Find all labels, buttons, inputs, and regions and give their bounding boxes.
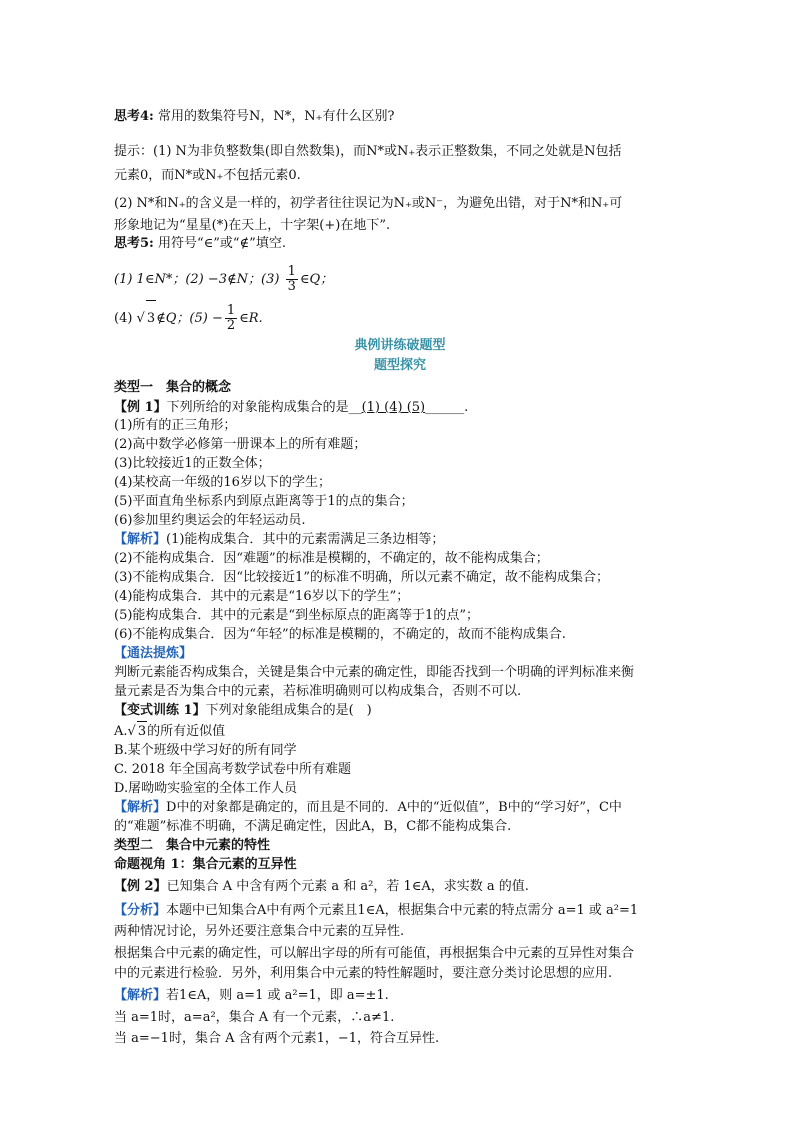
- example2-text: 已知集合 A 中含有两个元素 a 和 a²，若 1∈A，求实数 a 的值.: [166, 879, 529, 894]
- variant1-text: 下列对象能组成集合的是( ): [205, 703, 372, 718]
- fill-answer-2-pre: (4): [114, 311, 133, 326]
- fill-answer-1-text: (1) 1∈N*；(2) −3∉N；(3): [114, 272, 280, 287]
- example2-tag: 【例 2】: [114, 879, 167, 894]
- hint-line-2: 元素0，而N*或N₊不包括元素0.: [114, 168, 301, 183]
- option-a-text: 的所有近似值: [147, 724, 226, 739]
- fill-answers-2: (4) √ 3∉Q；(5) − $\frac{1}{2}$ ∈R.: [114, 300, 686, 336]
- example1-tag: 【例 1】: [114, 400, 167, 415]
- example1-item: (6)参加里约奥运会的年轻运动员.: [114, 513, 306, 528]
- example1-item: (3)比较接近1的正数全体；: [114, 456, 271, 471]
- variant-analysis-line-2: 的“难题”标准不明确，不满足确定性，因此A，B，C都不能构成集合.: [114, 819, 512, 834]
- section-subtitle: 题型探究: [373, 358, 426, 373]
- analysis-item: (1)能构成集合．其中的元素需满足三条边相等；: [166, 532, 445, 547]
- method-line-2: 量元素是否为集合中的元素，若标准明确则可以构成集合，否则不可以.: [114, 684, 522, 699]
- fenxi-line-2: 两种情况讨论，另外还要注意集合中元素的互异性.: [114, 924, 405, 939]
- analysis-item: (5)能构成集合．其中的元素是“到坐标原点的距离等于1的点”；: [114, 608, 479, 623]
- fenxi-tag: 【分析】: [114, 903, 167, 918]
- option-a: A.√ 3的所有近似值: [114, 721, 686, 741]
- example1-text: 下列所给的对象能构成集合的是: [166, 400, 349, 415]
- hint-line-3: (2) N*和N₊的含义是一样的，初学者往往误记为N₊或N⁻，为避免出错，对于N*和N₊可: [114, 196, 623, 211]
- section-title: 典例讲练破题型: [354, 338, 446, 353]
- analysis1-line: [114, 530, 686, 549]
- type2-heading: 类型二 集合中元素的特性: [114, 838, 271, 853]
- think5-question: 用符号“∈”或“∉”填空.: [158, 236, 286, 251]
- option-a-label: A.: [114, 724, 128, 739]
- fraction-numerator: 1: [226, 303, 236, 318]
- fraction-one-half: [225, 304, 237, 333]
- think4-line: [114, 107, 686, 126]
- hint-line-4: 形象地记为“星星(*)在天上，十字架(+)在地下”.: [114, 218, 391, 233]
- example1-item: (5)平面直角坐标系内到原点距离等于1的点的集合；: [114, 494, 414, 509]
- solution-text: 若1∈A，则 a=1 或 a²=1，即 a=±1.: [166, 988, 389, 1003]
- think4-label: 思考4:: [114, 109, 154, 124]
- method-tag: 【通法提炼】: [114, 646, 193, 661]
- example1-item: (1)所有的正三角形；: [114, 418, 237, 433]
- fill-answer-2-mid: ∉Q；(5) −: [156, 311, 223, 326]
- analysis-item: (6)不能构成集合．因为“年轻”的标准是模糊的，不确定的，故而不能构成集合.: [114, 627, 566, 642]
- think5-label: 思考5:: [114, 236, 154, 251]
- solution-line-1: [114, 986, 686, 1005]
- fraction-denominator: 2: [226, 318, 236, 333]
- analysis-tag: 【解析】: [114, 800, 167, 815]
- option-b: B.某个班级中学习好的所有同学: [114, 743, 297, 758]
- hint-line-1: 提示：(1) N为非负整数集(即自然数集)，而N*或N₊表示正整数集，不同之处就是N包括: [114, 144, 622, 159]
- variant1-line: [114, 701, 686, 720]
- think4-question: 常用的数集符号N，N*，N₊有什么区别?: [158, 109, 395, 124]
- option-c: C. 2018 年全国高考数学试卷中所有难题: [114, 762, 351, 777]
- sqrt-three: 3: [137, 721, 147, 741]
- fenxi-line-1: [114, 901, 686, 920]
- fill-answer-2-tail: ∈R.: [239, 311, 263, 326]
- solution-tag: 【解析】: [114, 988, 167, 1003]
- example2-line: [114, 877, 686, 896]
- example1-item: (2)高中数学必修第一册课本上的所有难题；: [114, 437, 367, 452]
- fenxi-text: 本题中已知集合A中有两个元素且1∈A，根据集合中元素的特点需分 a=1 或 a²=1: [166, 903, 639, 918]
- think5-line: [114, 234, 686, 253]
- option-d: D.屠呦呦实验室的全体工作人员: [114, 781, 298, 796]
- note-line-2: 中的元素进行检验．另外，利用集合中元素的特性解题时，要注意分类讨论思想的应用.: [114, 966, 613, 981]
- fill-answers-1: [114, 262, 686, 298]
- solution-line-2: 当 a=1时，a=a²，集合 A 有一个元素，∴a≠1.: [114, 1010, 395, 1025]
- fill-answer-1-tail: ∈Q；: [299, 272, 334, 287]
- example1-item: (4)某校高一年级的16岁以下的学生；: [114, 475, 331, 490]
- note-line-1: 根据集合中元素的确定性，可以解出字母的所有可能值，再根据集合中元素的互异性对集合: [114, 946, 635, 961]
- variant-analysis-text: D中的对象都是确定的，而且是不同的．A中的“近似值”，B中的“学习好”，C中: [166, 800, 622, 815]
- variant1-tag: 【变式训练 1】: [114, 703, 206, 718]
- analysis-item: (3)不能构成集合．因“比较接近1”的标准不明确，所以元素不确定，故不能构成集合；: [114, 570, 609, 585]
- analysis-item: (2)不能构成集合．因“难题”的标准是模糊的，不确定的，故不能构成集合；: [114, 551, 549, 566]
- fraction-numerator: 1: [287, 264, 296, 279]
- example1-line: 【例 1】下列所给的对象能构成集合的是__(1) (4) (5)______.: [114, 400, 469, 415]
- fraction-denominator: 3: [287, 279, 296, 294]
- example1-answer: (1) (4) (5): [361, 400, 426, 415]
- type2-subheading: 命题视角 1：集合元素的互异性: [114, 857, 297, 872]
- sqrt-three: 3: [146, 300, 156, 337]
- variant-analysis-line-1: [114, 798, 686, 817]
- solution-line-3: 当 a=−1时，集合 A 含有两个元素1，−1，符合互异性.: [114, 1031, 440, 1046]
- fraction-one-third: [286, 265, 298, 294]
- analysis-tag: 【解析】: [114, 532, 167, 547]
- method-line-1: 判断元素能否构成集合，关键是集合中元素的确定性，即能否找到一个明确的评判标准来衡: [114, 665, 635, 680]
- type1-heading: 类型一 集合的概念: [114, 380, 232, 395]
- analysis-item: (4)能构成集合．其中的元素是“16岁以下的学生”；: [114, 589, 410, 604]
